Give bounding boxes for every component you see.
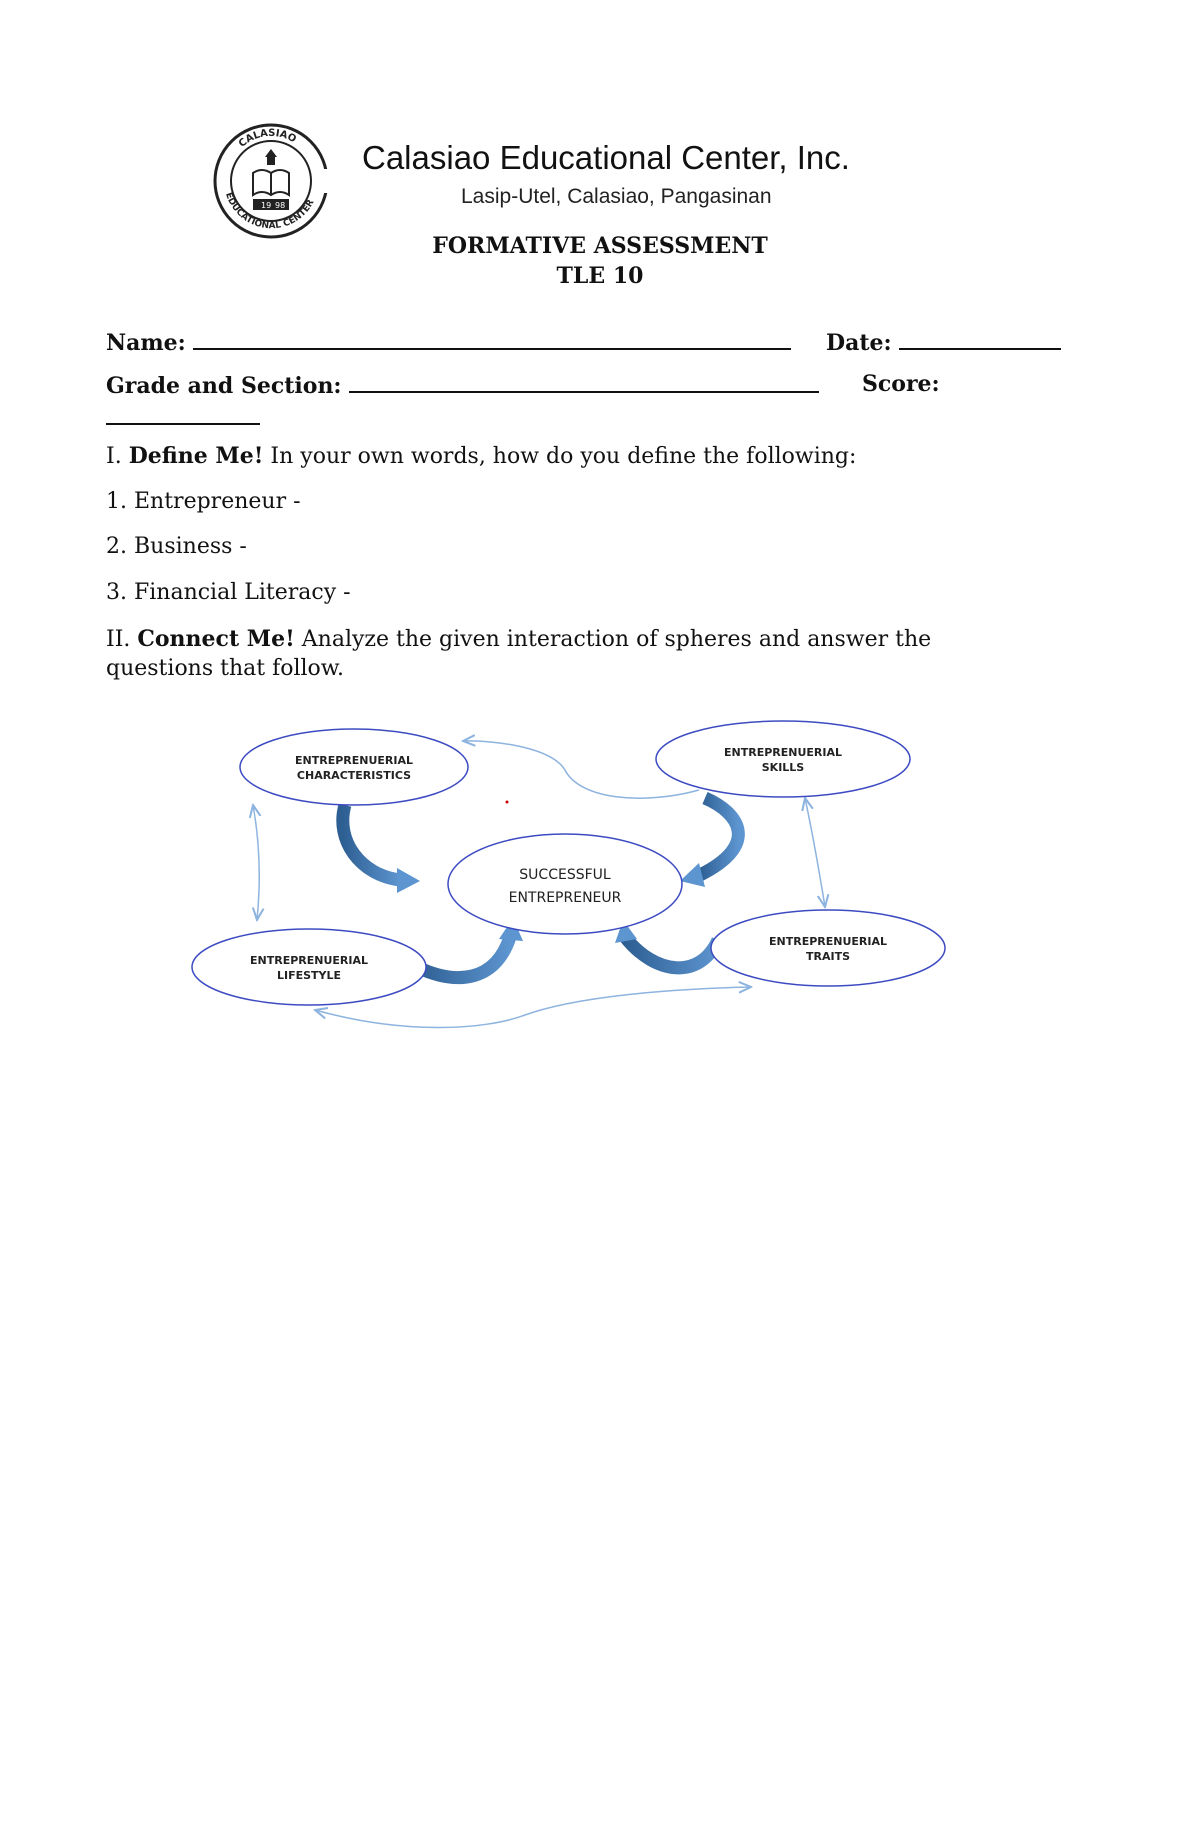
stray-dot — [506, 801, 509, 804]
logo-year-right: 98 — [275, 201, 286, 210]
sphere-skills — [656, 721, 910, 797]
sphere-lifestyle-line2: LIFESTYLE — [276, 969, 342, 982]
part2-heading-line — [106, 626, 931, 652]
sphere-traits-line2: TRAITS — [805, 950, 851, 963]
sphere-skills-line1: ENTREPRENUERIAL — [724, 746, 842, 759]
part1-item: 3. Financial Literacy - — [106, 580, 351, 605]
thick-arrow-skills-center — [680, 798, 738, 887]
sphere-center-line2: ENTREPRENEUR — [508, 890, 622, 906]
part2-instruction-cont: questions that follow. — [106, 656, 345, 681]
part1-item: 1. Entrepreneur - — [106, 489, 301, 514]
date-label: Date: — [826, 330, 892, 356]
sphere-center — [448, 834, 682, 934]
thin-arrow-skills-traits — [805, 798, 825, 907]
logo-ring-text-top: CALASIAO — [236, 127, 298, 150]
school-address: Lasip-Utel, Calasiao, Pangasinan — [461, 185, 772, 208]
name-blank[interactable] — [193, 328, 791, 350]
thin-arrow-characteristics-lifestyle — [253, 805, 259, 920]
part1-heading-line — [106, 443, 856, 469]
part1-instruction: In your own words, how do you define the following: — [263, 444, 857, 469]
assessment-title: FORMATIVE ASSESSMENT — [432, 233, 768, 259]
school-name: Calasiao Educational Center, Inc. — [362, 139, 850, 176]
sphere-characteristics — [240, 729, 468, 805]
score-label: Score: — [862, 371, 940, 397]
date-field[interactable] — [826, 328, 1061, 356]
sphere-lifestyle-line1: ENTREPRENUERIAL — [250, 954, 368, 967]
sphere-skills-line2: SKILLS — [761, 761, 805, 774]
thick-arrow-characteristics-center — [343, 805, 420, 893]
part2-instruction: Analyze the given interaction of spheres and answer the — [294, 627, 932, 652]
sphere-characteristics-line1: ENTREPRENUERIAL — [295, 754, 413, 767]
part1-heading: Define Me! — [128, 443, 264, 469]
part2-heading: Connect Me! — [137, 626, 295, 652]
grade-section-blank[interactable] — [349, 371, 819, 393]
name-label: Name: — [106, 330, 186, 356]
logo-ring-text-bottom: EDUCATIONAL CENTER — [223, 191, 317, 232]
part1-numeral: I. — [106, 444, 122, 469]
thick-arrow-traits-center — [615, 920, 718, 968]
logo-year-left: 19 — [261, 201, 272, 210]
name-field[interactable] — [106, 328, 791, 356]
school-logo — [209, 119, 349, 244]
part1-item: 2. Business - — [106, 534, 247, 559]
sphere-traits — [711, 910, 945, 986]
sphere-traits-line1: ENTREPRENUERIAL — [769, 935, 887, 948]
sphere-lifestyle — [192, 929, 426, 1005]
grade-section-field[interactable] — [106, 371, 819, 399]
sphere-center-line1: SUCCESSFUL — [519, 867, 611, 883]
part2-numeral: II. — [106, 627, 131, 652]
subject-title: TLE 10 — [556, 263, 644, 289]
grade-section-label: Grade and Section: — [106, 373, 342, 399]
score-blank[interactable] — [106, 423, 260, 425]
spheres-diagram — [185, 715, 955, 1040]
date-blank[interactable] — [899, 328, 1061, 350]
sphere-characteristics-line2: CHARACTERISTICS — [296, 769, 412, 782]
